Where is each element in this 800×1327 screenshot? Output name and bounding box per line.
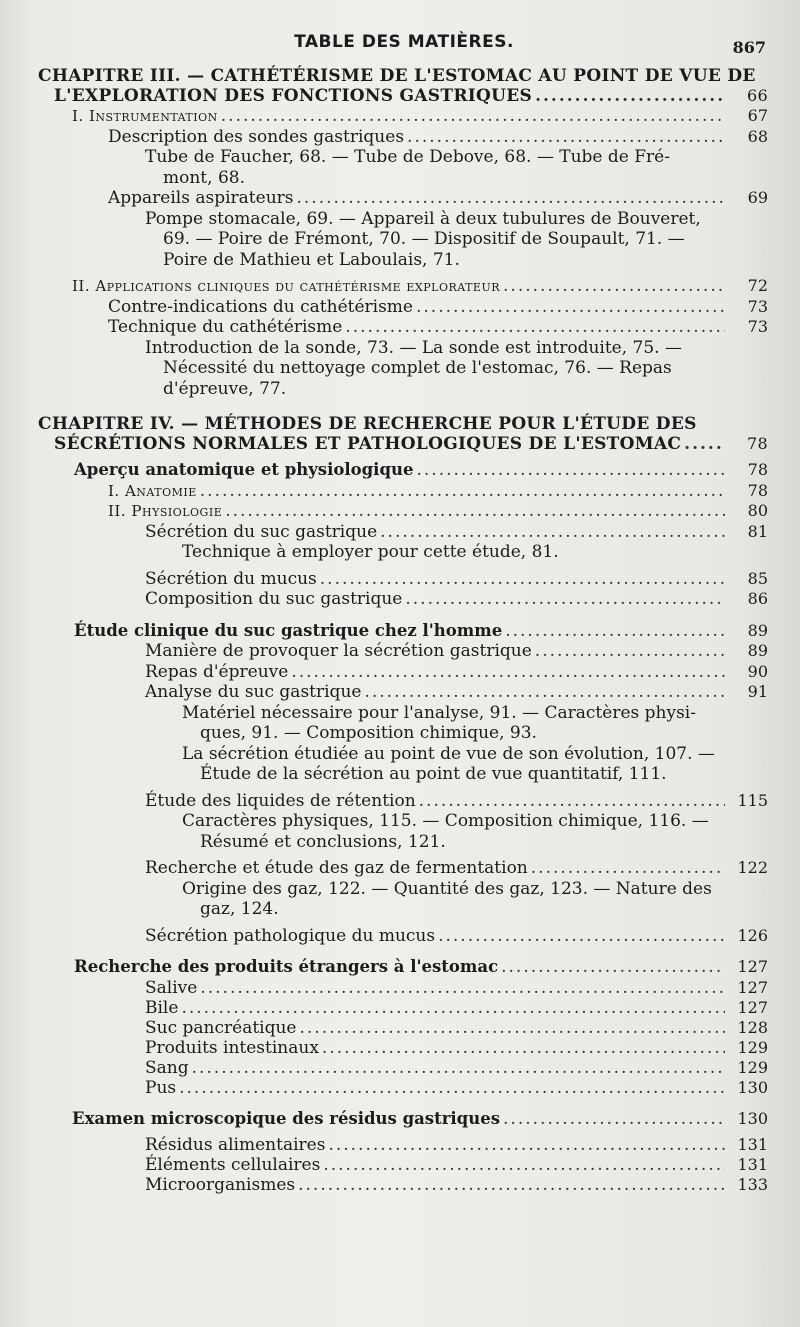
page-ref: 89 [747, 620, 768, 640]
page-ref: 78 [747, 434, 768, 453]
page-number: 867 [732, 38, 766, 57]
entry-label: Description des sondes gastriques [108, 126, 405, 147]
subentry-line: Introduction de la sonde, 73. — La sonde est introduite, 75. — [145, 337, 682, 358]
entry-label: Bile [145, 997, 179, 1018]
entry-label: Repas d'épreuve [145, 661, 289, 682]
chapter-4-heading [0, 414, 800, 454]
toc-entry-appareils [108, 188, 800, 209]
subentry-line: Résumé et conclusions, 121. [200, 831, 446, 852]
entry-label: Technique du cathétérisme [108, 317, 343, 337]
leader-dots [503, 1109, 725, 1130]
subentry-line: ques, 91. — Composition chimique, 93. [200, 723, 537, 743]
leader-dots [192, 1058, 725, 1078]
running-title: TABLE DES MATIÈRES. [294, 32, 514, 52]
toc-entry-microorganismes [145, 1175, 800, 1195]
toc-entry-salive [145, 978, 800, 998]
entry-label: Suc pancréatique [145, 1017, 297, 1038]
subentry-line: Origine des gaz, 122. — Quantité des gaz, 123. — Nature des [182, 878, 712, 899]
subentry-line: Matériel nécessaire pour l'analyse, 91. — Caractères physi- [182, 702, 696, 723]
toc-entry-anatomie [108, 481, 800, 502]
page-ref: 129 [737, 1057, 768, 1077]
page-ref: 89 [747, 641, 768, 660]
entry-label: Manière de provoquer la sécrétion gastrique [145, 641, 532, 661]
page-ref: 128 [737, 1017, 768, 1037]
toc-subentry-materiel [0, 703, 800, 744]
page-ref: 72 [747, 276, 768, 295]
toc-entry-instrumentation [72, 106, 800, 127]
page-ref: 131 [737, 1155, 768, 1174]
leader-dots [419, 791, 725, 812]
leader-dots [364, 682, 725, 703]
chapter-3-heading [0, 66, 800, 106]
page-ref: 133 [737, 1175, 768, 1194]
leader-dots [345, 317, 725, 338]
page-ref: 91 [747, 682, 768, 701]
page-ref: 127 [737, 957, 768, 976]
entry-label: Produits intestinaux [145, 1037, 319, 1058]
toc-entry-sang [145, 1058, 800, 1078]
leader-dots [322, 1038, 725, 1058]
entry-label: Recherche et étude des gaz de fermentation [145, 858, 528, 878]
entry-label: Aperçu anatomique et physiologique [74, 460, 414, 479]
leader-dots [535, 641, 725, 662]
page-ref: 130 [737, 1077, 768, 1097]
leader-dots [405, 589, 725, 610]
page-ref: 85 [747, 568, 768, 588]
entry-label: Sécrétion du suc gastrique [145, 521, 378, 542]
entry-label: Examen microscopique des résidus gastriques [72, 1108, 501, 1128]
toc-subentry-technique-employer: Technique à employer pour cette étude, 81. [182, 542, 559, 562]
entry-label: II. Applications cliniques du cathétérisme explorateur [72, 277, 501, 295]
leader-dots [297, 188, 726, 209]
entry-label: Étude clinique du suc gastrique chez l'homme [74, 620, 503, 640]
leader-dots [323, 1155, 725, 1175]
toc-subentry-caracteres [0, 811, 800, 852]
leader-dots [328, 1135, 725, 1155]
leader-dots [407, 127, 725, 148]
leader-dots [531, 858, 725, 879]
toc-entry-elements-cellulaires [145, 1155, 800, 1175]
leader-dots [503, 276, 725, 297]
chapter-3-line1: CHAPITRE III. — CATHÉTÉRISME DE L'ESTOMAC AU POINT DE VUE DE [38, 66, 756, 86]
page-header [0, 30, 800, 60]
entry-label: Analyse du suc gastrique [145, 682, 362, 702]
entry-label: Microorganismes [145, 1175, 296, 1195]
toc-subentry-origine [0, 879, 800, 920]
page-ref: 69 [747, 188, 768, 207]
entry-label: I. Anatomie [108, 481, 197, 500]
toc-subentry-pompe [0, 209, 800, 271]
entry-label: Sécrétion du mucus [145, 568, 317, 589]
page-ref: 129 [737, 1037, 768, 1057]
toc-entry-recherche-produits [74, 957, 800, 978]
page-ref: 78 [747, 480, 768, 500]
subentry-line: Étude de la sécrétion au point de vue quantitatif, 111. [200, 764, 667, 784]
toc-entry-suc-pancreatique [145, 1018, 800, 1038]
toc-entry-secretion-mucus [145, 569, 800, 590]
leader-dots [291, 662, 725, 683]
page-ref: 68 [747, 126, 768, 146]
entry-label: Étude des liquides de rétention [145, 790, 416, 811]
chapter-4-line2: SÉCRÉTIONS NORMALES ET PATHOLOGIQUES DE L'ESTOMAC [54, 434, 682, 454]
toc-entry-maniere [145, 641, 800, 662]
leader-dots [200, 978, 725, 998]
entry-label: Appareils aspirateurs [108, 188, 294, 208]
entry-label: Recherche des produits étrangers à l'estomac [74, 957, 499, 976]
page-ref: 131 [737, 1135, 768, 1154]
subentry-line: Pompe stomacale, 69. — Appareil à deux tubulures de Bouveret, [145, 208, 701, 229]
toc-subentry-evolution [0, 744, 800, 785]
subentry-line: 69. — Poire de Frémont, 70. — Dispositif de Soupault, 71. — [163, 229, 685, 249]
leader-dots [200, 481, 725, 502]
toc-entry-mucus-patho [145, 926, 800, 947]
toc-entry-produits-intestinaux [145, 1038, 800, 1058]
page-ref: 122 [737, 858, 768, 877]
page-ref: 115 [737, 790, 768, 810]
entry-label: Composition du suc gastrique [145, 589, 403, 609]
toc-subentry-introduction [0, 338, 800, 400]
toc-entry-pus [145, 1078, 800, 1098]
entry-label: II. Physiologie [108, 502, 223, 520]
leader-dots [181, 998, 725, 1018]
table-of-contents [0, 66, 800, 1195]
page-ref: 86 [747, 589, 768, 608]
toc-entry-repas [145, 662, 800, 683]
toc-entry-physiologie [108, 501, 800, 522]
entry-label: Sécrétion pathologique du mucus [145, 925, 436, 946]
page-ref: 80 [747, 501, 768, 520]
subentry-line: mont, 68. [163, 167, 245, 188]
page-ref: 78 [747, 460, 768, 479]
leader-dots [380, 522, 725, 543]
subentry-line: gaz, 124. [200, 899, 279, 919]
leader-dots [684, 434, 725, 454]
toc-entry-gaz [145, 858, 800, 879]
toc-entry-applications [72, 276, 800, 297]
toc-entry-contre-indications [108, 297, 800, 318]
chapter-3-line2: L'EXPLORATION DES FONCTIONS GASTRIQUES [54, 86, 533, 106]
page-ref: 126 [737, 925, 768, 945]
toc-subentry-tubes [0, 147, 800, 188]
chapter-4-line1: CHAPITRE IV. — MÉTHODES DE RECHERCHE POUR L'ÉTUDE DES [38, 414, 697, 434]
page-ref: 127 [737, 977, 768, 997]
leader-dots [416, 297, 725, 318]
subentry-line: Tube de Faucher, 68. — Tube de Debove, 68. — Tube de Fré- [145, 147, 670, 167]
leader-dots [416, 460, 725, 481]
page-ref: 67 [747, 106, 768, 125]
leader-dots [298, 1175, 725, 1195]
leader-dots [225, 501, 725, 522]
toc-entry-etude-clinique [74, 621, 800, 642]
leader-dots [438, 926, 725, 947]
leader-dots [221, 106, 725, 127]
leader-dots [320, 569, 725, 590]
entry-label: I. Instrumentation [72, 107, 218, 125]
entry-label: Sang [145, 1057, 189, 1078]
page-ref: 130 [737, 1108, 768, 1128]
leader-dots [501, 957, 725, 978]
entry-label: Résidus alimentaires [145, 1135, 326, 1155]
toc-entry-bile [145, 998, 800, 1018]
entry-label: Éléments cellulaires [145, 1155, 321, 1175]
page-ref: 127 [737, 997, 768, 1017]
leader-dots [535, 86, 725, 106]
leader-dots [179, 1078, 725, 1098]
toc-entry-retention [145, 791, 800, 812]
toc-entry-composition [145, 589, 800, 610]
toc-entry-secretion-suc [145, 522, 800, 543]
toc-entry-technique [108, 317, 800, 338]
toc-entry-residus [145, 1135, 800, 1155]
page-ref: 90 [747, 661, 768, 681]
subentry-line: Caractères physiques, 115. — Composition chimique, 116. — [182, 811, 709, 831]
toc-entry-description-sondes [108, 127, 800, 148]
toc-entry-examen-microscopique [72, 1109, 800, 1130]
entry-label: Salive [145, 977, 198, 998]
page-ref: 73 [747, 296, 768, 316]
subentry-line: Nécessité du nettoyage complet de l'estomac, 76. — Repas [163, 358, 672, 378]
page-ref: 81 [747, 521, 768, 541]
toc-entry-analyse [145, 682, 800, 703]
leader-dots [505, 621, 725, 642]
page-ref: 66 [747, 86, 768, 105]
page-ref: 73 [747, 317, 768, 336]
subentry-line: La sécrétion étudiée au point de vue de son évolution, 107. — [182, 743, 715, 764]
toc-entry-apercu [74, 460, 800, 481]
subentry-line: Poire de Mathieu et Laboulais, 71. [163, 249, 460, 270]
entry-label: Contre-indications du cathétérisme [108, 296, 413, 317]
entry-label: Pus [145, 1077, 177, 1098]
subentry-line: d'épreuve, 77. [163, 378, 287, 399]
leader-dots [300, 1018, 726, 1038]
